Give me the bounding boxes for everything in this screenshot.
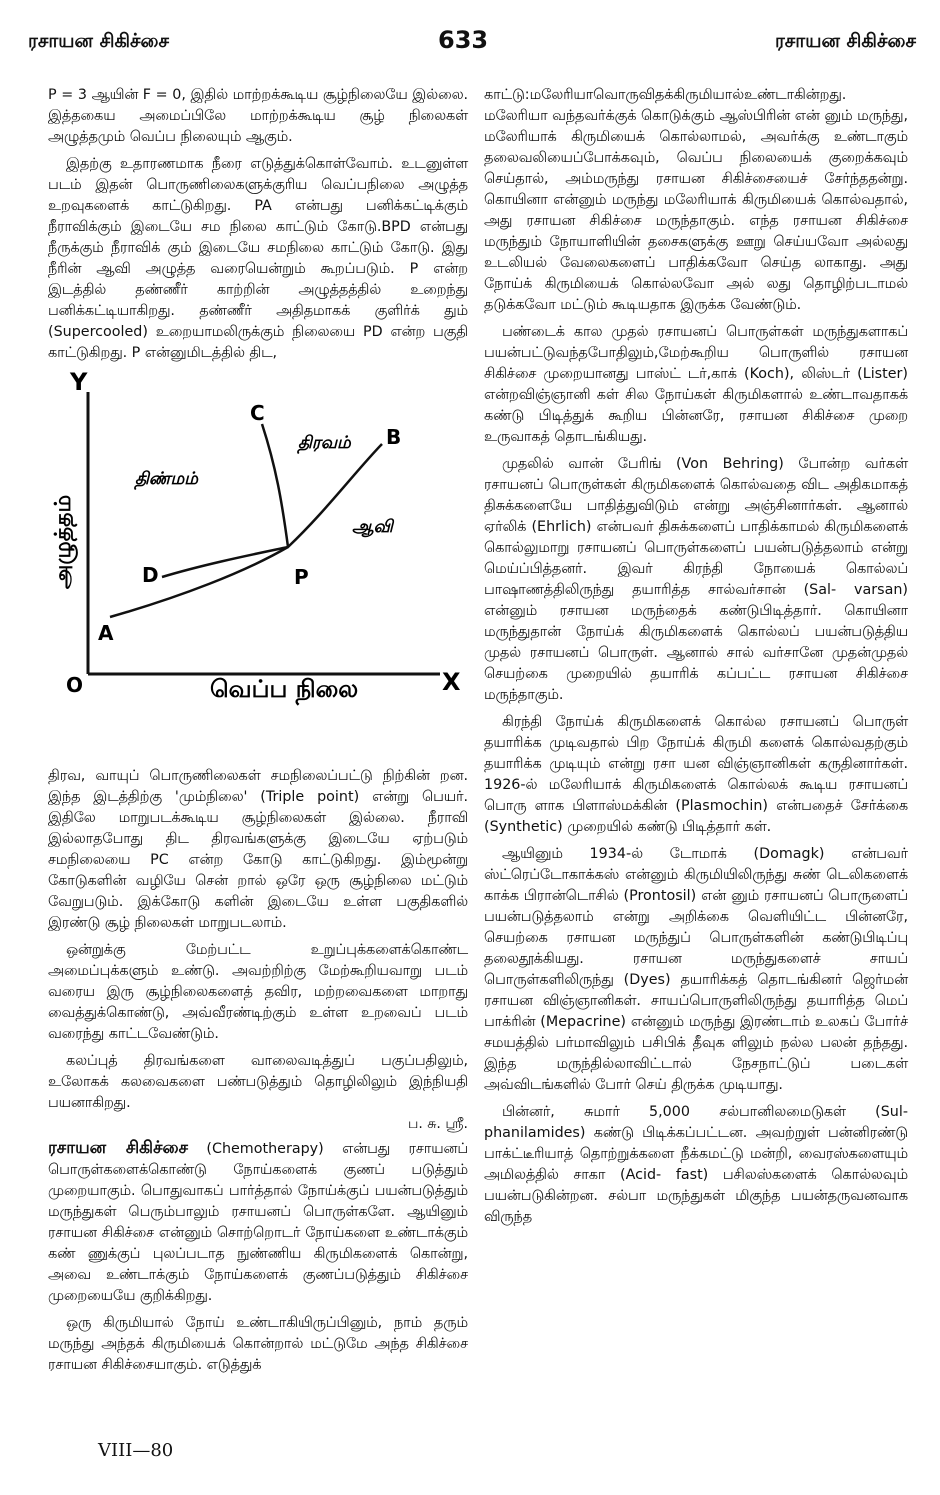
entry-english: (Chemotherapy) — [206, 1141, 324, 1157]
paragraph: கலப்புத் திரவங்களை வாலைவடித்துப் பகுப்பதிலும், உலோகக் கலவைகளை பண்படுத்தும் தொழிலிலும் இந்நியதி பயனாகிறது. — [48, 1053, 468, 1111]
phase-diagram-figure — [30, 372, 470, 752]
paragraph: காட்டு:மலேரியாவொருவிதக்கிருமியால்உண்டாகின்றது. மலேரியா வந்தவர்க்குக் கொடுக்கும் ஆஸ்பிரின் என் னும் மருந்து, மலேரியாக் கிருமியைக் கொல்லாமல், அவர்க்கு உண்டாகும் தலைவலியைப்போக்கவும், வெப்ப நிலையைக் குறைக்கவும் செய்தால், அம்மருந்து ரசாயன சிகிச்சையைச் சேர்ந்ததன்று. கொயினா என்னும் மருந்து மலேரியாக் கிருமியைக் கொல்வதால், அது ரசாயன சிகிச்சை மருந்தாகும். எந்த ரசாயன சிகிச்சை மருந்தும் நோயாளியின் தசைகளுக்கு ஊறு செய்யவோ அல்லது உடலியல் வேலைகளைப் பாதிக்கவோ செய்த லாகாது. அது நோய்க் கிருமியைக் கொல்லவோ அல் லது தொழிற்படாமல் தடுக்கவோ மட்டும் கூடியதாக இருக்க வேண்டும். — [484, 87, 908, 313]
point-label-d: D — [142, 563, 159, 587]
point-label-c: C — [250, 401, 265, 425]
paragraph: முதலில் வான் பேரிங் (Von Behring) போன்ற வர்கள் ரசாயனப் பொருள்கள் கிருமிகளைக் கொல்வதை விட அதிகமாகத் திசுக்களையே பாதித்துவிடும் என்று அஞ்சினார்கள். ஆனால் ஏர்லிக் (Ehrlich) என்பவர் திசுக்களைப் பாதிக்காமல் கிருமிகளைக் கொல்லுமாறு ரசாயனப் பொருள்களைப் பயன்படுத்தலாம் என்று மெய்ப்பித்தனர். இவர் கிரந்தி நோயைக் கொல்லப் பாஷாணத்திலிருந்து தயாரித்த சால்வர்சான் (Sal- varsan) என்னும் ரசாயன மருந்தைக் கண்டுபிடித்தார். கொயினா மருந்துதான் நோய்க் கிருமிகளைக் கொல்லப் பயன்படுத்திய முதல் ரசாயனப் பொருள். ஆனால் சால் வர்சானே முதன்முதல் செயற்கை முறையில் தயாரிக் கப்பட்ட ரசாயன சிகிச்சை மருந்தாகும். — [484, 456, 908, 703]
paragraph: பண்டைக் கால முதல் ரசாயனப் பொருள்கள் மருந்துகளாகப் பயன்பட்டுவந்தபோதிலும்,மேற்கூறிய பொருளில் ரசாயன சிகிச்சை முறையானது பாஸ்ட் டர்,காக் (Koch), லிஸ்டர் (Lister) என்றவிஞ்ஞானி கள் சில நோய்கள் கிருமிகளால் உண்டாவதாகக் கண்டு பிடித்துக் கூறிய பின்னரே, ரசாயன சிகிச்சை முறை உருவாகத் தொடங்கியது. — [484, 324, 908, 445]
point-label-a: A — [98, 621, 114, 645]
y-axis-letter: Y — [70, 372, 88, 396]
paragraph: P = 3 ஆயின் F = 0, இதில் மாற்றக்கூடிய சூழ்நிலையே இல்லை. இத்தகைய அமைப்பிலே மாற்றக்கூடிய சூழ் நிலைகள் அழுத்தமும் வெப்ப நிலையும் ஆகும். — [48, 87, 468, 145]
paragraph: பின்னர், சுமார் 5,000 சல்பானிலமைடுகள் (Sul- phanilamides) கண்டு பிடிக்கப்பட்டன. அவற்றுள் பன்னிரண்டு பாக்ட்டீரியாத் தொற்றுக்களை நீக்கமட்டு மன்றி, வைரஸ்களையும் அமிலத்தில் சாகா (Acid- fast) பசிலஸ்களைக் கொல்லவும் பயன்படுகின்றன. சல்பா மருந்துகள் மிகுந்த பயன்தருவனவாக விருந்த — [484, 1104, 908, 1225]
paragraph: ஆயினும் 1934-ல் டோமாக் (Domagk) என்பவர் ஸ்ட்ரெப்டோகாக்கஸ் என்னும் கிருமியிலிருந்து சுண் டெலிகளைக் காக்க பிரான்டொசில் (Prontosil) என் னும் ரசாயனப் பொருளைப் பயன்படுத்தலாம் என்று அறிக்கை வெளியிட்ட பின்னரே, செயற்கை ரசாயன மருந்துப் பொருள்களின் கண்டுபிடிப்பு தலைதூக்கியது. ரசாயன மருந்துகளைச் சாயப் பொருள்களிலிருந்து (Dyes) தயாரிக்கத் தொடங்கினர் ஜெர்மன் ரசாயன விஞ்ஞானிகள். சாயப்பொருளிலிருந்து தயாரித்த மெப் பாக்ரின் (Mepacrine) என்னும் மருந்து இரண்டாம் உலகப் போர்ச் சமயத்தில் பர்மாவிலும் பசிபிக் தீவுக ளிலும் நல்ல பலன் தந்தது. இந்த மருந்தில்லாவிட்டால் நேசநாட்டுப் படைகள் அவ்விடங்களில் போர் செய் திருக்க முடியாது. — [484, 846, 908, 1093]
region-label-solid: திண்மம் — [135, 469, 198, 489]
origin-letter: O — [66, 673, 84, 697]
author-initials: ப. சு. ஸ்ரீ. — [407, 1116, 468, 1132]
region-label-liquid: திரவம் — [298, 433, 351, 453]
paragraph: கிரந்தி நோய்க் கிருமிகளைக் கொல்ல ரசாயனப் பொருள் தயாரிக்க முடிவதால் பிற நோய்க் கிருமி களைக் கொல்வதற்கும் தயாரிக்க முடியும் என்று ரசா யன விஞ்ஞானிகள் கருதினார்கள். 1926-ல் மலேரியாக் கிருமிகளைக் கொல்லக் கூடிய ரசாயனப் பொரு ளாக பிளாஸ்மக்கின் (Plasmochin) என்பதைச் சேர்க்கை (Synthetic) முறையில் கண்டு பிடித்தார் கள். — [484, 714, 908, 835]
paragraph: திரவ, வாயுப் பொருணிலைகள் சமநிலைப்பட்டு நிற்கின் றன. இந்த இடத்திற்கு 'மும்நிலை' (Triple point) என்று பெயர். இதிலே மாறுபடக்கூடிய சூழ்நிலைகள் இல்லை. நீராவி இல்லாதபோது திட திரவங்களுக்கு இடையே ஏற்படும் சமநிலையை PC என்ற கோடு காட்டுகிறது. இம்மூன்று கோடுகளின் வழியே சென் றால் ஒரே ஒரு சூழ்நிலை மட்டும் வேறுபடும். இக்கோடு களின் இடையே உள்ள பகுதிகளில் இரண்டு சூழ் நிலைகள் மாறுபடலாம். — [48, 768, 468, 931]
running-head-left: ரசாயன சிகிச்சை — [28, 30, 170, 52]
page-number: 633 — [438, 26, 489, 54]
volume-page-marker: VIII—80 — [98, 1440, 174, 1461]
left-column — [48, 85, 468, 1382]
paragraph: ஒரு கிருமியால் நோய் உண்டாகியிருப்பினும், நாம் தரும் மருந்து அந்தக் கிருமியைக் கொன்றால் மட்டுமே அந்த சிகிச்சை ரசாயன சிகிச்சையாகும். எடுத்துக் — [48, 1315, 468, 1373]
curve-pc — [262, 424, 288, 547]
x-axis-letter: X — [442, 668, 461, 696]
paragraph: ஒன்றுக்கு மேற்பட்ட உறுப்புக்களைக்கொண்ட அமைப்புக்களும் உண்டு. அவற்றிற்கு மேற்கூறியவாறு படம் வரைய இரு சூழ்நிலைகளைத் தவிர, மற்றவைகளை மாறாது வைத்துக்கொண்டு, அவ்வீரண்டிற்கும் உள்ள உறவைப் படம் வரைந்து காட்டவேண்டும். — [48, 942, 468, 1042]
running-head-right: ரசாயன சிகிச்சை — [774, 30, 916, 52]
phase-diagram — [30, 372, 470, 752]
y-axis-label: அழுத்தம் — [51, 494, 76, 590]
paragraph: இதற்கு உதாரணமாக நீரை எடுத்துக்கொள்வோம். உடனுள்ள படம் இதன் பொருணிலைகளுக்குரிய வெப்பநிலை அழுத்த உறவுகளைக் காட்டுகிறது. PA என்பது பனிக்கட்டிக்கும் நீராவிக்கும் இடையே சம நிலை காட்டும் கோடு.BPD என்பது நீருக்கும் நீராவிக் கும் இடையே சமநிலை காட்டும் கோடு. இது நீரின் ஆவி அழுத்த வரையென்றும் கூறப்படும். P என்ற இடத்தில் தண்ணீர் காற்றின் அழுத்தத்தில் உறைந்து பனிக்கட்டியாகிறது. தண்ணீர் அதிதமாகக் குளிர்க் தும் (Supercooled) உறையாமலிருக்கும் நிலையை PD என்ற பகுதி காட்டுகிறது. P என்னுமிடத்தில் திட, — [48, 156, 468, 361]
point-label-p: P — [294, 565, 309, 589]
entry-title: ரசாயன சிகிச்சை — [48, 1138, 189, 1158]
region-label-vapour: ஆவி — [352, 517, 393, 537]
curve-pa — [110, 547, 288, 617]
point-label-b: B — [386, 425, 402, 449]
x-axis-label: வெப்ப நிலை — [210, 675, 359, 703]
right-column — [484, 85, 908, 1234]
entry-body: என்பது ரசாயனப் பொருள்களைக்கொண்டு நோய்களைக் குணப் படுத்தும் முறையாகும். பொதுவாகப் பார்த்தால் நோய்க்குப் பயன்படுத்தும் மருந்துகள் பெரும்பாலும் ரசாயனப் பொருள்களே. ஆயினும் ரசாயன சிகிச்சை என்னும் சொற்றொடர் நோய்களை உண்டாக்கும் கண் ணுக்குப் புலப்படாத நுண்ணிய கிருமிகளைக் கொன்று, அவை உண்டாக்கும் நோய்களைக் குணப்படுத்தும் சிகிச்சை முறையையே குறிக்கிறது. — [48, 1141, 469, 1304]
entry-paragraph — [48, 1138, 468, 1307]
